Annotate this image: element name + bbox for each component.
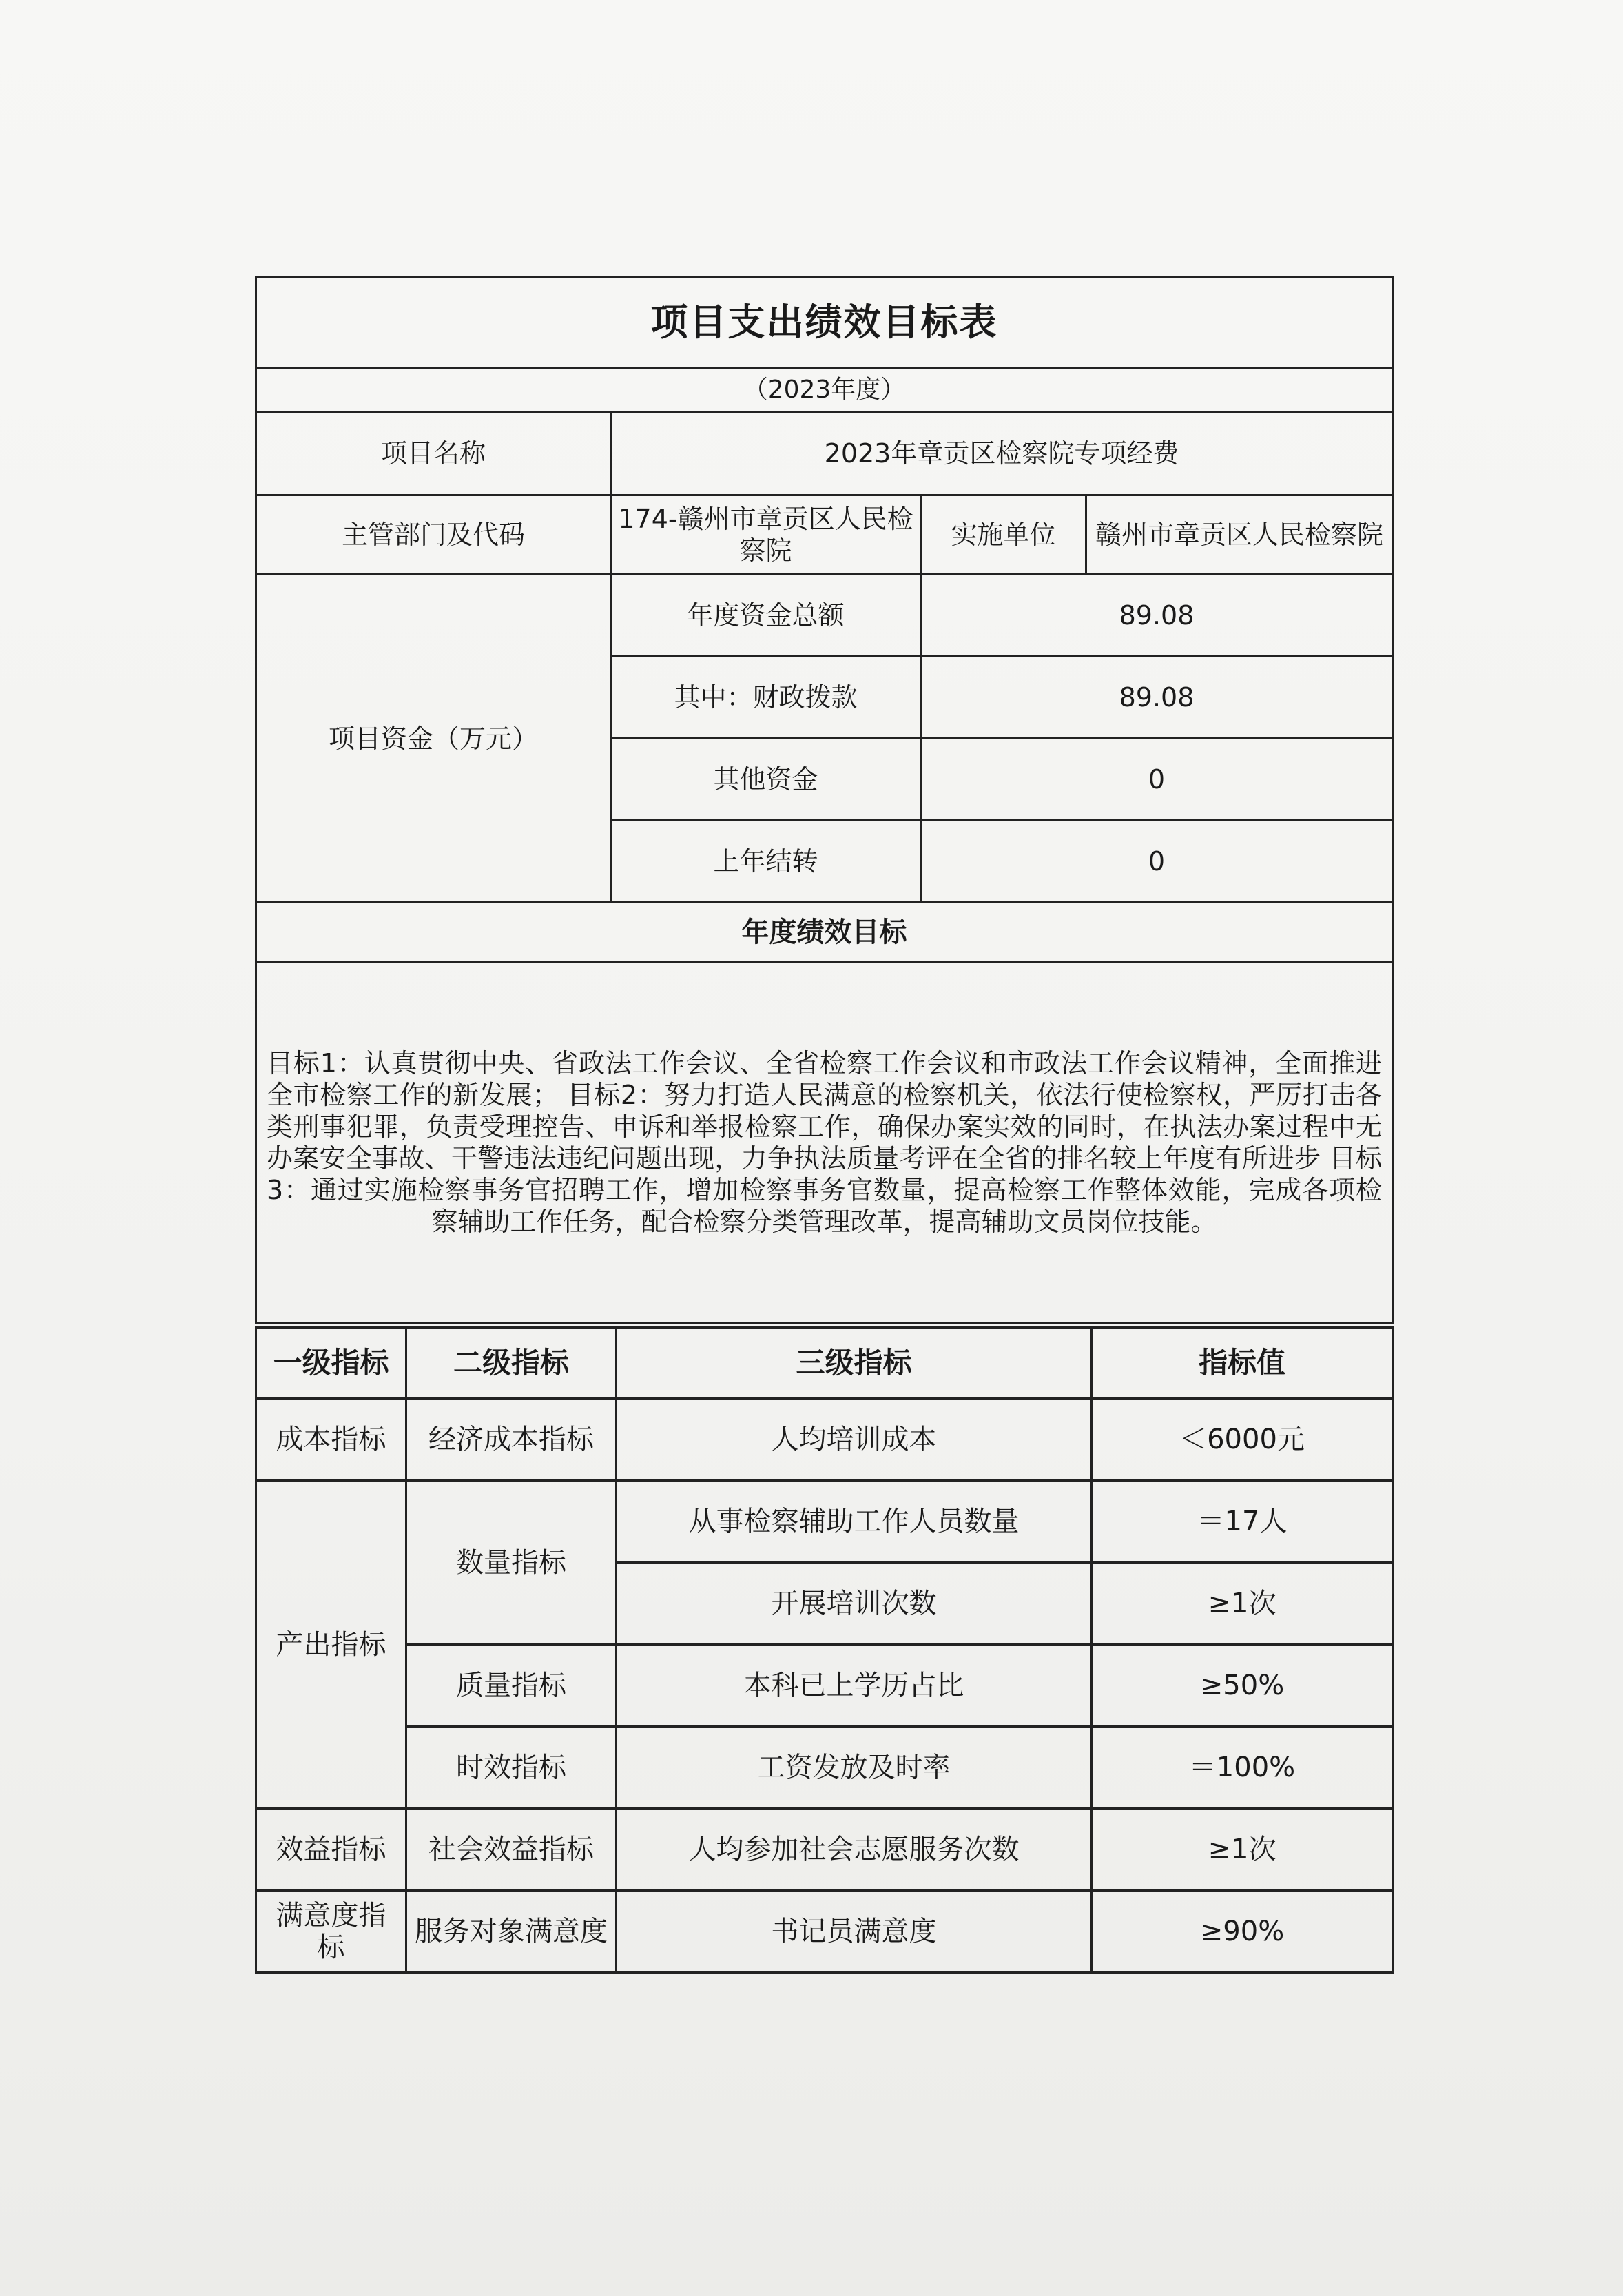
benefit-level1: 效益指标 — [256, 1809, 406, 1891]
header-level1: 一级指标 — [256, 1328, 406, 1399]
cost-level1: 成本指标 — [256, 1399, 406, 1481]
annual-goal-heading: 年度绩效目标 — [256, 903, 1393, 963]
fund-other-label: 其他资金 — [611, 739, 921, 821]
satisfaction-level2: 服务对象满意度 — [406, 1891, 617, 1973]
quantity-training-level3: 开展培训次数 — [617, 1563, 1092, 1645]
quality-level3: 本科已上学历占比 — [617, 1645, 1092, 1727]
header-value: 指标值 — [1092, 1328, 1393, 1399]
document-title: 项目支出绩效目标表 — [256, 277, 1393, 369]
fund-fiscal-value: 89.08 — [921, 657, 1393, 739]
quantity-level2: 数量指标 — [406, 1481, 617, 1645]
dept-value: 174-赣州市章贡区人民检察院 — [611, 495, 921, 575]
timeliness-level3: 工资发放及时率 — [617, 1727, 1092, 1809]
header-level3: 三级指标 — [617, 1328, 1092, 1399]
dept-label: 主管部门及代码 — [256, 495, 611, 575]
fund-other-value: 0 — [921, 739, 1393, 821]
impl-unit-value: 赣州市章贡区人民检察院 — [1086, 495, 1393, 575]
timeliness-value: ＝100% — [1092, 1727, 1393, 1809]
benefit-value: ≥1次 — [1092, 1809, 1393, 1891]
year-label: （2023年度） — [256, 369, 1393, 412]
satisfaction-level1: 满意度指标 — [256, 1891, 406, 1973]
cost-level3: 人均培训成本 — [617, 1399, 1092, 1481]
satisfaction-value: ≥90% — [1092, 1891, 1393, 1973]
indicator-table — [255, 1326, 1394, 1974]
fund-carryover-value: 0 — [921, 821, 1393, 903]
fund-fiscal-label: 其中：财政拨款 — [611, 657, 921, 739]
quantity-staff-value: ＝17人 — [1092, 1481, 1393, 1563]
quantity-staff-level3: 从事检察辅助工作人员数量 — [617, 1481, 1092, 1563]
fund-total-value: 89.08 — [921, 575, 1393, 657]
project-name-label: 项目名称 — [256, 412, 611, 495]
fund-label: 项目资金（万元） — [256, 575, 611, 903]
cost-level2: 经济成本指标 — [406, 1399, 617, 1481]
output-level1: 产出指标 — [256, 1481, 406, 1809]
quality-level2: 质量指标 — [406, 1645, 617, 1727]
benefit-level3: 人均参加社会志愿服务次数 — [617, 1809, 1092, 1891]
project-info-table — [255, 276, 1394, 1324]
quality-value: ≥50% — [1092, 1645, 1393, 1727]
quantity-training-value: ≥1次 — [1092, 1563, 1393, 1645]
satisfaction-level3: 书记员满意度 — [617, 1891, 1092, 1973]
header-level2: 二级指标 — [406, 1328, 617, 1399]
impl-unit-label: 实施单位 — [921, 495, 1086, 575]
fund-carryover-label: 上年结转 — [611, 821, 921, 903]
cost-value: ＜6000元 — [1092, 1399, 1393, 1481]
timeliness-level2: 时效指标 — [406, 1727, 617, 1809]
fund-total-label: 年度资金总额 — [611, 575, 921, 657]
benefit-level2: 社会效益指标 — [406, 1809, 617, 1891]
annual-goal-text: 目标1：认真贯彻中央、省政法工作会议、全省检察工作会议和市政法工作会议精神，全面推进全市检察工作的新发展； 目标2：努力打造人民满意的检察机关，依法行使检察权，严厉打击各类刑事犯罪，负责受理控告、申诉和举报检察工作，确保办案实效的同时，在执法办案过程中无办案安全事故、干警违法违纪问题出现，力争执法质量考评在全省的排名较上年度有所进步 目标3：通过实施检察事务官招聘工作，增加检察事务官数量，提高检察工作整体效能，完成各项检察辅助工作任务，配合检察分类管理改革，提高辅助文员岗位技能。 — [256, 963, 1393, 1323]
project-name-value: 2023年章贡区检察院专项经费 — [611, 412, 1393, 495]
